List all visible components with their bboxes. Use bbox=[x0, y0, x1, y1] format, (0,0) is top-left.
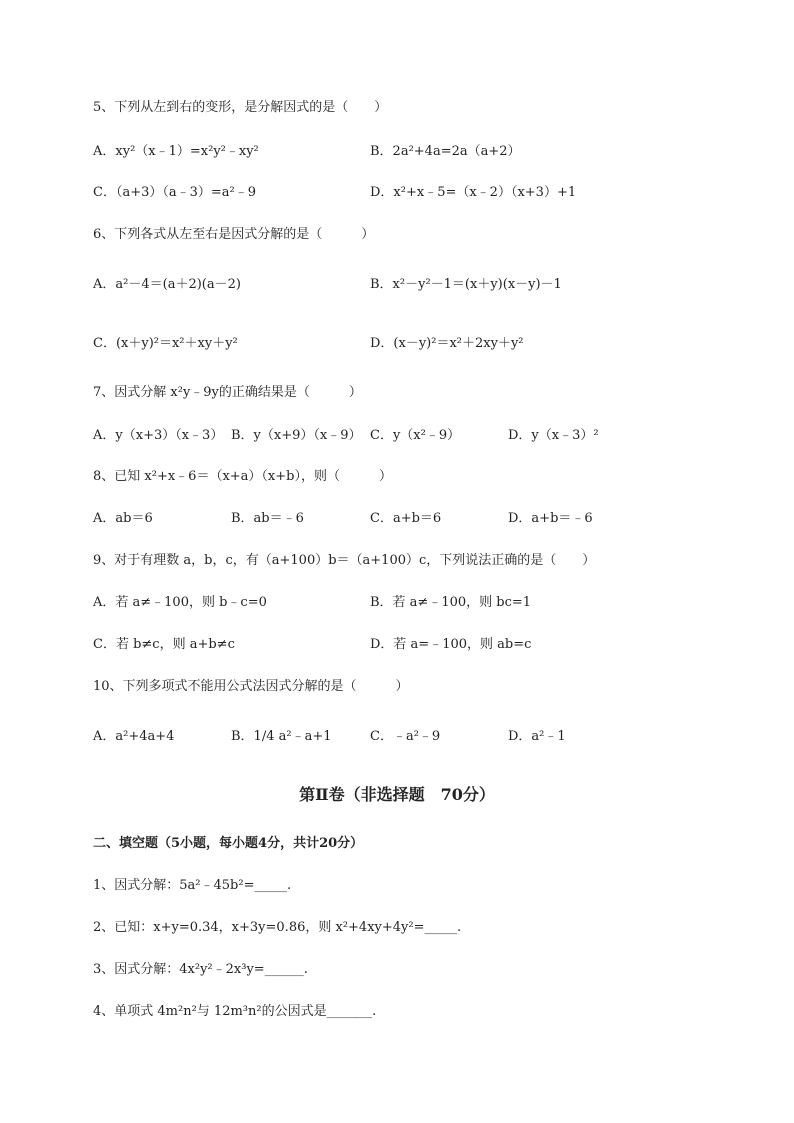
question-7-option-b: B．y（x+9）（x﹣9） bbox=[231, 428, 362, 443]
question-8-option-c: C．a+b＝6 bbox=[370, 511, 442, 526]
question-9-stem: 9、对于有理数 a，b，c，有（a+100）b＝（a+100）c，下列说法正确的是（ ） bbox=[93, 553, 596, 568]
question-8-option-b: B．ab＝﹣6 bbox=[231, 511, 304, 526]
question-10-option-d: D．a²﹣1 bbox=[508, 729, 566, 744]
question-10-option-b: B．1/4 a²﹣a+1 bbox=[231, 729, 332, 744]
section-title: 第Ⅱ卷（非选择题 70分） bbox=[299, 785, 495, 804]
question-6-option-c: C．(x＋y)²＝x²＋xy＋y² bbox=[93, 336, 238, 351]
question-9-option-a: A．若 a≠﹣100，则 b﹣c=0 bbox=[93, 595, 267, 610]
fill-in-item-2: 2、已知：x+y=0.34，x+3y=0.86，则 x²+4xy+4y²=_____. bbox=[93, 920, 462, 935]
question-6-option-b: B．x²－y²－1＝(x＋y)(x－y)－1 bbox=[370, 277, 562, 292]
question-7-stem: 7、因式分解 x²y﹣9y的正确结果是（ ） bbox=[93, 385, 362, 400]
question-8-option-a: A．ab＝6 bbox=[93, 511, 153, 526]
question-5-option-d: D．x²+x﹣5=（x﹣2）（x+3）+1 bbox=[370, 185, 577, 200]
question-6-option-d: D．(x－y)²＝x²＋2xy＋y² bbox=[370, 336, 524, 351]
fill-in-heading: 二、填空题（5小题，每小题4分，共计20分） bbox=[93, 836, 364, 851]
question-10-option-c: C．﹣a²﹣9 bbox=[370, 729, 441, 744]
question-7-option-d: D．y（x﹣3）² bbox=[508, 428, 599, 443]
question-10-option-a: A．a²+4a+4 bbox=[93, 729, 175, 744]
question-6-option-a: A．a²－4＝(a＋2)(a－2) bbox=[93, 277, 241, 292]
question-8-option-d: D．a+b＝﹣6 bbox=[508, 511, 593, 526]
question-10-stem: 10、下列多项式不能用公式法因式分解的是（ ） bbox=[93, 679, 409, 694]
question-7-option-a: A．y（x+3）（x﹣3） bbox=[93, 428, 224, 443]
question-5-stem: 5、下列从左到右的变形，是分解因式的是（ ） bbox=[93, 100, 388, 115]
fill-in-item-4: 4、单项式 4m²n²与 12m³n²的公因式是_______. bbox=[93, 1004, 377, 1019]
question-7-option-c: C．y（x²﹣9） bbox=[370, 428, 461, 443]
question-6-stem: 6、下列各式从左至右是因式分解的是（ ） bbox=[93, 227, 375, 242]
fill-in-item-3: 3、因式分解：4x²y²﹣2x³y=______. bbox=[93, 962, 308, 977]
question-8-stem: 8、已知 x²+x﹣6＝（x+a）（x+b），则（ ） bbox=[93, 469, 392, 484]
question-5-option-c: C．（a+3）（a﹣3）=a²﹣9 bbox=[93, 185, 257, 200]
question-9-option-b: B．若 a≠﹣100，则 bc=1 bbox=[370, 595, 532, 610]
question-5-option-b: B．2a²+4a=2a（a+2） bbox=[370, 144, 521, 159]
fill-in-item-1: 1、因式分解：5a²﹣45b²=_____. bbox=[93, 878, 292, 893]
question-9-option-d: D．若 a=﹣100，则 ab=c bbox=[370, 637, 532, 652]
question-5-option-a: A．xy²（x﹣1）=x²y²﹣xy² bbox=[93, 144, 259, 159]
question-9-option-c: C．若 b≠c，则 a+b≠c bbox=[93, 637, 235, 652]
